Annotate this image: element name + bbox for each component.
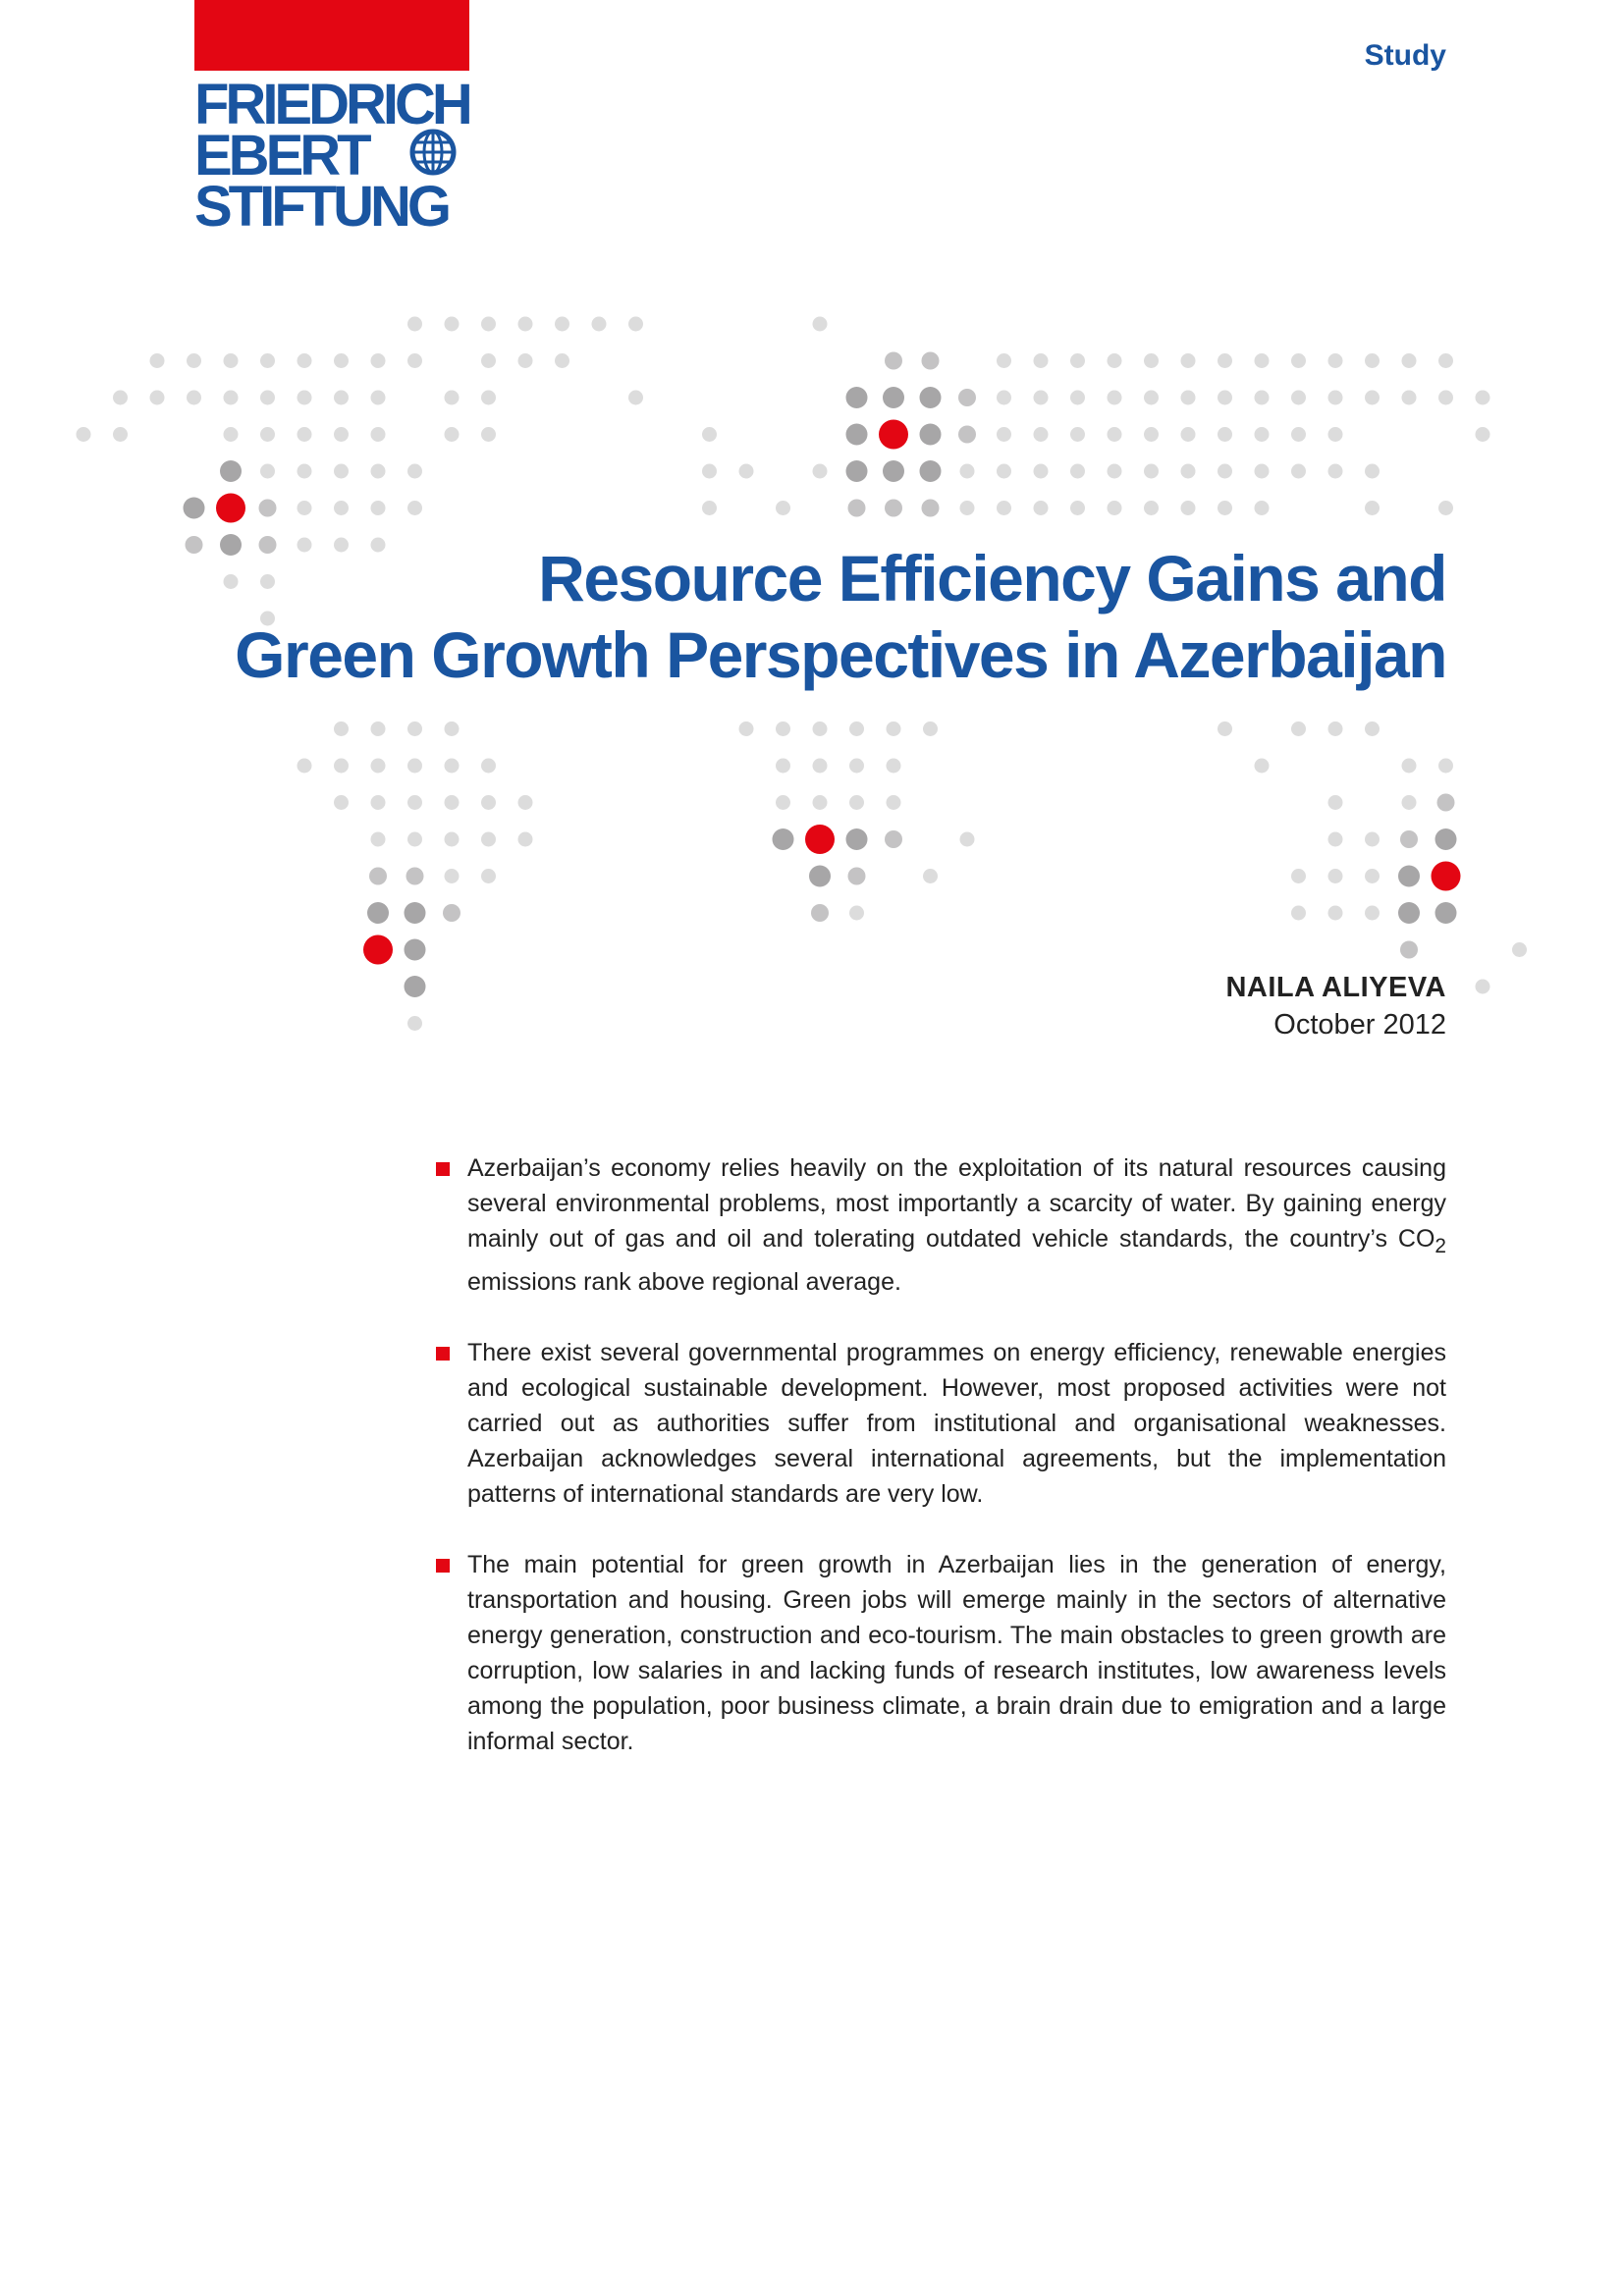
- map-dot: [849, 721, 864, 736]
- map-dot: [367, 902, 389, 924]
- map-dot: [849, 795, 864, 810]
- map-dot: [481, 869, 496, 883]
- map-dot: [260, 353, 275, 368]
- map-dot: [1365, 464, 1380, 479]
- map-dot: [1181, 501, 1196, 515]
- map-dot: [406, 868, 424, 885]
- map-dot: [739, 464, 754, 479]
- map-dot: [739, 721, 754, 736]
- map-dot: [1438, 391, 1453, 405]
- map-dot: [187, 353, 201, 368]
- map-dot: [298, 464, 312, 479]
- map-dot: [1400, 941, 1418, 959]
- map-dot: [958, 389, 976, 406]
- map-dot: [1328, 391, 1343, 405]
- map-dot: [481, 427, 496, 442]
- summary-text-cont: emissions rank above regional average.: [467, 1268, 901, 1296]
- map-dot: [920, 424, 942, 446]
- map-dot: [220, 460, 242, 482]
- map-dot: [920, 460, 942, 482]
- map-dot: [334, 795, 349, 810]
- logo-line-2: EBERT: [194, 124, 368, 187]
- map-dot: [224, 391, 239, 405]
- map-dot: [1365, 832, 1380, 847]
- bullet-square-icon: [436, 1347, 450, 1361]
- map-dot: [1034, 353, 1049, 368]
- map-dot: [923, 869, 938, 883]
- map-dot: [481, 795, 496, 810]
- map-dot: [407, 501, 422, 515]
- map-dot: [776, 759, 790, 774]
- map-dot: [77, 427, 91, 442]
- map-dot: [1291, 391, 1306, 405]
- map-dot: [885, 352, 902, 370]
- map-dot: [920, 387, 942, 408]
- map-dot: [813, 464, 828, 479]
- map-dot: [997, 391, 1011, 405]
- map-dot: [887, 795, 901, 810]
- map-dot: [445, 832, 460, 847]
- map-dot: [879, 420, 908, 450]
- map-dot: [702, 464, 717, 479]
- map-dot: [960, 464, 975, 479]
- map-dot: [518, 317, 533, 332]
- map-dot: [113, 391, 128, 405]
- map-dot: [371, 759, 386, 774]
- map-dot: [958, 426, 976, 444]
- map-dot: [1218, 353, 1232, 368]
- subscript-2: 2: [1435, 1235, 1446, 1257]
- map-dot: [334, 721, 349, 736]
- map-dot: [773, 828, 794, 850]
- map-dot: [298, 353, 312, 368]
- map-dot: [298, 501, 312, 515]
- map-dot: [813, 795, 828, 810]
- map-dot: [1255, 464, 1270, 479]
- map-dot: [1218, 391, 1232, 405]
- map-dot: [885, 830, 902, 848]
- map-dot: [1070, 501, 1085, 515]
- map-dot: [885, 500, 902, 517]
- map-dot: [443, 904, 460, 922]
- map-dot: [445, 869, 460, 883]
- map-dot: [1328, 353, 1343, 368]
- map-dot: [1435, 902, 1457, 924]
- map-dot: [407, 721, 422, 736]
- bullet-square-icon: [436, 1162, 450, 1176]
- map-dot: [1365, 869, 1380, 883]
- map-dot: [1070, 464, 1085, 479]
- map-dot: [369, 868, 387, 885]
- map-dot: [224, 427, 239, 442]
- map-dot: [1034, 464, 1049, 479]
- map-dot: [1181, 464, 1196, 479]
- map-dot: [922, 500, 940, 517]
- map-dot: [1218, 501, 1232, 515]
- map-dot: [518, 795, 533, 810]
- map-dot: [371, 832, 386, 847]
- map-dot: [405, 976, 426, 997]
- map-dot: [1034, 391, 1049, 405]
- map-dot: [887, 759, 901, 774]
- map-dot: [555, 317, 569, 332]
- map-dot: [445, 795, 460, 810]
- map-dot: [1144, 464, 1159, 479]
- map-dot: [407, 353, 422, 368]
- map-dot: [1402, 759, 1417, 774]
- map-dot: [702, 427, 717, 442]
- map-dot: [407, 795, 422, 810]
- map-dot: [150, 353, 165, 368]
- map-dot: [1476, 427, 1490, 442]
- map-dot: [1438, 353, 1453, 368]
- map-dot: [1512, 942, 1527, 957]
- map-dot: [481, 759, 496, 774]
- map-dot: [445, 759, 460, 774]
- map-dot: [334, 353, 349, 368]
- map-dot: [1255, 501, 1270, 515]
- map-dot: [407, 832, 422, 847]
- map-dot: [1070, 391, 1085, 405]
- map-dot: [960, 832, 975, 847]
- map-dot: [1435, 828, 1457, 850]
- map-dot: [1255, 391, 1270, 405]
- map-dot: [809, 866, 831, 887]
- map-dot: [334, 759, 349, 774]
- map-dot: [1144, 427, 1159, 442]
- map-dot: [1291, 427, 1306, 442]
- map-dot: [1070, 353, 1085, 368]
- map-dot: [997, 464, 1011, 479]
- map-dot: [1402, 353, 1417, 368]
- map-dot: [1144, 353, 1159, 368]
- map-dot: [481, 391, 496, 405]
- map-dot: [846, 387, 868, 408]
- map-dot: [849, 906, 864, 921]
- map-dot: [922, 352, 940, 370]
- map-dot: [1108, 464, 1122, 479]
- map-dot: [997, 501, 1011, 515]
- map-dot: [1218, 721, 1232, 736]
- map-dot: [1328, 906, 1343, 921]
- map-dot: [1365, 721, 1380, 736]
- map-dot: [1398, 902, 1420, 924]
- bullet-square-icon: [436, 1559, 450, 1573]
- map-dot: [1108, 353, 1122, 368]
- map-dot: [445, 317, 460, 332]
- map-dot: [260, 464, 275, 479]
- map-dot: [259, 500, 277, 517]
- map-dot: [407, 759, 422, 774]
- map-dot: [150, 391, 165, 405]
- map-dot: [1181, 391, 1196, 405]
- map-dot: [848, 868, 866, 885]
- map-dot: [371, 721, 386, 736]
- title-line-1: Resource Efficiency Gains and: [538, 542, 1446, 614]
- map-dot: [334, 464, 349, 479]
- map-dot: [1108, 501, 1122, 515]
- page-title: [170, 540, 1446, 693]
- map-dot: [334, 391, 349, 405]
- summary-item: [432, 1547, 1446, 1759]
- map-dot: [592, 317, 607, 332]
- map-dot: [260, 391, 275, 405]
- map-dot: [407, 317, 422, 332]
- map-dot: [481, 832, 496, 847]
- map-dot: [702, 501, 717, 515]
- map-dot: [1181, 353, 1196, 368]
- logo-line-3: STIFTUNG: [194, 175, 448, 239]
- map-dot: [628, 391, 643, 405]
- map-dot: [298, 427, 312, 442]
- map-dot: [813, 721, 828, 736]
- map-dot: [1034, 501, 1049, 515]
- map-dot: [184, 498, 205, 519]
- map-dot: [805, 825, 835, 854]
- map-dot: [518, 832, 533, 847]
- map-dot: [1070, 427, 1085, 442]
- map-dot: [776, 721, 790, 736]
- map-dot: [371, 391, 386, 405]
- map-dot: [1255, 353, 1270, 368]
- map-dot: [407, 464, 422, 479]
- map-dot: [923, 721, 938, 736]
- map-dot: [216, 494, 245, 523]
- map-dot: [1291, 869, 1306, 883]
- map-dot: [363, 935, 393, 965]
- map-dot: [1432, 862, 1461, 891]
- map-dot: [371, 795, 386, 810]
- map-dot: [224, 353, 239, 368]
- summary-item: [432, 1335, 1446, 1512]
- map-dot: [883, 387, 904, 408]
- report-type-label: Study: [1364, 39, 1446, 72]
- map-dot: [1365, 353, 1380, 368]
- map-dot: [1400, 830, 1418, 848]
- map-dot: [1328, 464, 1343, 479]
- map-dot: [1398, 866, 1420, 887]
- map-dot: [298, 391, 312, 405]
- map-dot: [481, 317, 496, 332]
- map-dot: [1144, 391, 1159, 405]
- map-dot: [445, 391, 460, 405]
- map-dot: [1108, 427, 1122, 442]
- map-dot: [371, 353, 386, 368]
- map-dot: [298, 759, 312, 774]
- map-dot: [1476, 980, 1490, 994]
- map-dot: [813, 759, 828, 774]
- map-dot: [960, 501, 975, 515]
- map-dot: [1402, 391, 1417, 405]
- map-dot: [518, 353, 533, 368]
- summary-text: The main potential for green growth in Azerbaijan lies in the generation of energy, transportation and housing. Green jobs will emerge mainly in the sectors of alternative energy generation, construction and eco-tourism. The main obstacles to green growth are corruption, low salaries in and lacking funds of research institutes, low awareness levels among the population, poor business climate, a brain drain due to emigration and a large informal sector.: [467, 1551, 1446, 1755]
- map-dot: [334, 427, 349, 442]
- map-dot: [1328, 869, 1343, 883]
- map-dot: [445, 427, 460, 442]
- map-dot: [1402, 795, 1417, 810]
- map-dot: [405, 902, 426, 924]
- map-dot: [628, 317, 643, 332]
- map-dot: [1365, 391, 1380, 405]
- map-dot: [187, 391, 201, 405]
- map-dot: [1181, 427, 1196, 442]
- publication-date: October 2012: [1273, 1009, 1446, 1041]
- map-dot: [1291, 906, 1306, 921]
- map-dot: [1328, 795, 1343, 810]
- map-dot: [371, 464, 386, 479]
- map-dot: [113, 427, 128, 442]
- map-dot: [405, 939, 426, 961]
- map-dot: [1328, 427, 1343, 442]
- map-dot: [1291, 721, 1306, 736]
- map-dot: [1255, 759, 1270, 774]
- map-dot: [997, 353, 1011, 368]
- map-dot: [1034, 427, 1049, 442]
- map-dot: [811, 904, 829, 922]
- map-dot: [260, 427, 275, 442]
- map-dot: [1365, 906, 1380, 921]
- author-name: NAILA ALIYEVA: [1225, 972, 1446, 1003]
- map-dot: [1437, 794, 1455, 812]
- map-dot: [1108, 391, 1122, 405]
- map-dot: [776, 795, 790, 810]
- map-dot: [1218, 464, 1232, 479]
- map-dot: [846, 828, 868, 850]
- map-dot: [1144, 501, 1159, 515]
- map-dot: [481, 353, 496, 368]
- map-dot: [371, 501, 386, 515]
- map-dot: [846, 424, 868, 446]
- summary-list: [432, 1150, 1446, 1794]
- map-dot: [1291, 353, 1306, 368]
- map-dot: [371, 427, 386, 442]
- map-dot: [555, 353, 569, 368]
- summary-text: Azerbaijan’s economy relies heavily on the exploitation of its natural resources causing several environmental problems, most importantly a scarcity of water. By gaining energy mainly out of gas and oil and tolerating outdated vehicle standards, the country’s CO: [467, 1154, 1446, 1253]
- map-dot: [1328, 721, 1343, 736]
- map-dot: [407, 1016, 422, 1031]
- map-dot: [1438, 759, 1453, 774]
- map-dot: [848, 500, 866, 517]
- map-dot: [776, 501, 790, 515]
- logo-line-1: FRIEDRICH: [194, 73, 469, 136]
- map-dot: [1365, 501, 1380, 515]
- title-line-2: Green Growth Perspectives in Azerbaijan: [235, 618, 1446, 691]
- map-dot: [1328, 832, 1343, 847]
- map-dot: [334, 501, 349, 515]
- map-dot: [883, 460, 904, 482]
- map-dot: [1476, 391, 1490, 405]
- map-dot: [445, 721, 460, 736]
- map-dot: [846, 460, 868, 482]
- map-dot: [1255, 427, 1270, 442]
- summary-item: [432, 1150, 1446, 1300]
- summary-text: There exist several governmental programmes on energy efficiency, renewable energies and ecological sustainable development. However, most proposed activities were not carried out as authorities suffer from institutional and organisational weaknesses. Azerbaijan acknowledges several international agreements, but the implementation patterns of international standards are very low.: [467, 1339, 1446, 1508]
- map-dot: [849, 759, 864, 774]
- map-dot: [1291, 464, 1306, 479]
- map-dot: [997, 427, 1011, 442]
- map-dot: [1218, 427, 1232, 442]
- map-dot: [1438, 501, 1453, 515]
- map-dot: [887, 721, 901, 736]
- map-dot: [813, 317, 828, 332]
